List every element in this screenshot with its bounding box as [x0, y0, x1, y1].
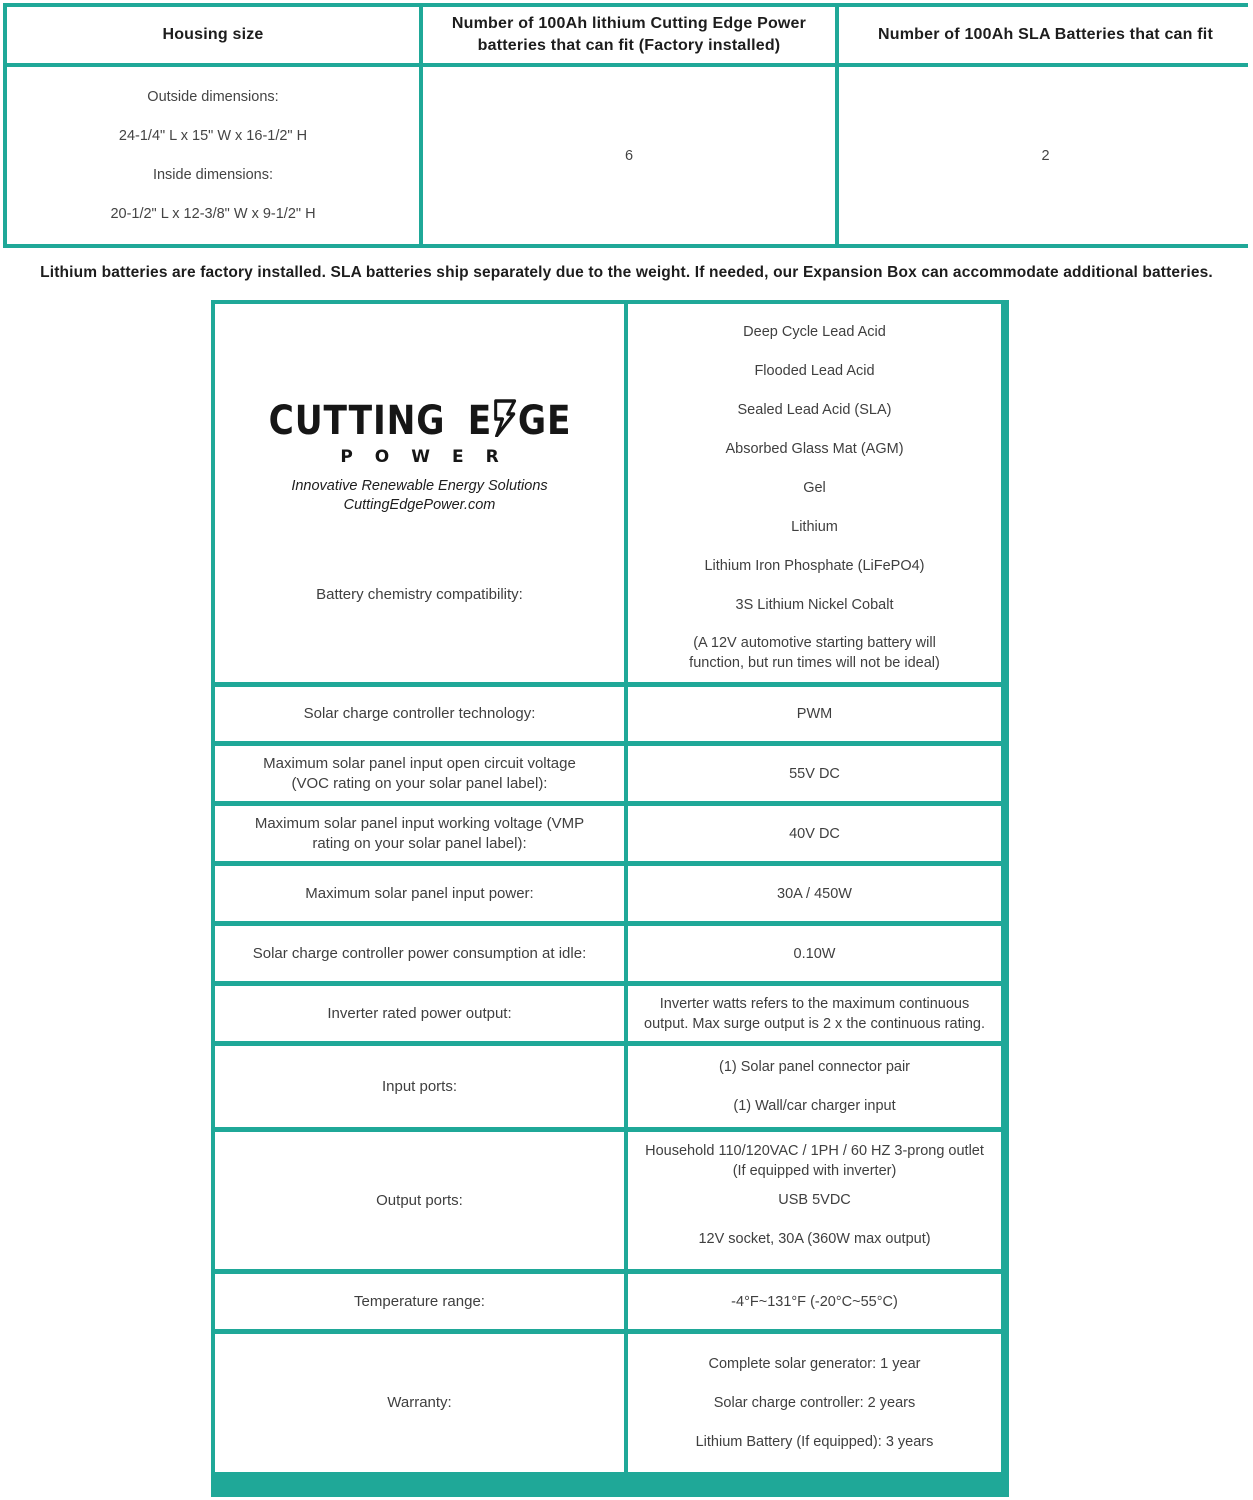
chemistry-item: Absorbed Glass Mat (AGM)	[725, 441, 904, 457]
chemistry-note: (A 12V automotive starting battery will function, but run times will not be ideal)	[689, 635, 940, 671]
header-sla-count: Number of 100Ah SLA Batteries that can fit	[839, 7, 1252, 63]
spec-value-warranty	[628, 1334, 1001, 1472]
lithium-count-cell: 6	[423, 67, 835, 244]
spec-label-input-power: Maximum solar panel input power:	[215, 866, 624, 921]
chemistry-item: Deep Cycle Lead Acid	[743, 324, 886, 340]
logo-website: CuttingEdgePower.com	[343, 497, 496, 513]
spec-label-idle-consumption: Solar charge controller power consumption at idle:	[215, 926, 624, 981]
chemistry-item: Lithium Iron Phosphate (LiFePO4)	[704, 558, 925, 574]
spec-value-output-ports	[628, 1132, 1001, 1269]
spec-label-controller-tech: Solar charge controller technology:	[215, 687, 624, 741]
housing-dimensions-cell	[7, 67, 419, 244]
spec-label-inverter-output: Inverter rated power output:	[215, 986, 624, 1041]
logo-chemistry-cell	[215, 304, 624, 682]
output-port-item: Household 110/120VAC / 1PH / 60 HZ 3-prong outlet (If equipped with inverter)	[645, 1143, 984, 1179]
outside-dimensions-value: 24-1/4" L x 15" W x 16-1/2" H	[118, 127, 308, 144]
spec-value-input-power: 30A / 450W	[628, 866, 1001, 921]
inside-dimensions-value: 20-1/2" L x 12-3/8" W x 9-1/2" H	[110, 205, 316, 222]
warranty-item: Solar charge controller: 2 years	[713, 1394, 916, 1411]
spec-label-voc: Maximum solar panel input open circuit voltage (VOC rating on your solar panel label):	[215, 746, 624, 801]
logo-word-cutting: CUTTING	[268, 398, 445, 444]
spec-value-inverter-output: Inverter watts refers to the maximum continuous output. Max surge output is 2 x the continuous rating.	[628, 986, 1001, 1041]
logo-word-e: E	[467, 398, 492, 444]
warranty-item: Complete solar generator: 1 year	[708, 1355, 921, 1372]
header-lithium-count: Number of 100Ah lithium Cutting Edge Power batteries that can fit (Factory installed)	[423, 7, 835, 63]
logo-wordmark	[268, 399, 571, 443]
input-port-item: (1) Solar panel connector pair	[718, 1058, 911, 1075]
chemistry-values-cell	[628, 304, 1001, 682]
spec-value-temperature: -4°F~131°F (-20°C~55°C)	[628, 1274, 1001, 1329]
cutting-edge-power-logo	[244, 399, 596, 515]
outside-dimensions-label: Outside dimensions:	[147, 88, 279, 105]
warranty-item: Lithium Battery (If equipped): 3 years	[695, 1433, 934, 1450]
spec-label-output-ports: Output ports:	[215, 1132, 624, 1269]
chemistry-label: Battery chemistry compatibility:	[316, 586, 523, 603]
spec-table	[211, 300, 1009, 1497]
chemistry-item: 3S Lithium Nickel Cobalt	[735, 597, 894, 613]
logo-word-ge: GE	[517, 398, 571, 444]
output-port-item: USB 5VDC	[778, 1192, 851, 1208]
sla-count-cell: 2	[839, 67, 1252, 244]
chemistry-item: Gel	[803, 480, 826, 496]
input-port-item: (1) Wall/car charger input	[733, 1097, 896, 1114]
spec-label-vmp: Maximum solar panel input working voltage (VMP rating on your solar panel label):	[215, 806, 624, 861]
spec-label-input-ports: Input ports:	[215, 1046, 624, 1127]
spec-value-controller-tech: PWM	[628, 687, 1001, 741]
shipping-note: Lithium batteries are factory installed. SLA batteries ship separately due to the weight. If needed, our Expansion Box can accommodate additional batteries.	[40, 264, 1213, 281]
chemistry-item: Lithium	[791, 519, 838, 535]
spec-label-temperature: Temperature range:	[215, 1274, 624, 1329]
chemistry-item: Sealed Lead Acid (SLA)	[737, 402, 892, 418]
inside-dimensions-label: Inside dimensions:	[152, 166, 274, 183]
spec-value-voc: 55V DC	[628, 746, 1001, 801]
spec-value-vmp: 40V DC	[628, 806, 1001, 861]
spec-value-idle-consumption: 0.10W	[628, 926, 1001, 981]
logo-tagline: Innovative Renewable Energy Solutions	[291, 478, 548, 494]
chemistry-item: Flooded Lead Acid	[754, 363, 875, 379]
lightning-bolt-icon	[492, 399, 518, 437]
logo-power: POWER	[340, 447, 521, 467]
spec-label-warranty: Warranty:	[215, 1334, 624, 1472]
header-housing-size: Housing size	[7, 7, 419, 63]
housing-table	[3, 3, 1248, 248]
output-port-item: 12V socket, 30A (360W max output)	[698, 1231, 931, 1247]
spec-value-input-ports	[628, 1046, 1001, 1127]
